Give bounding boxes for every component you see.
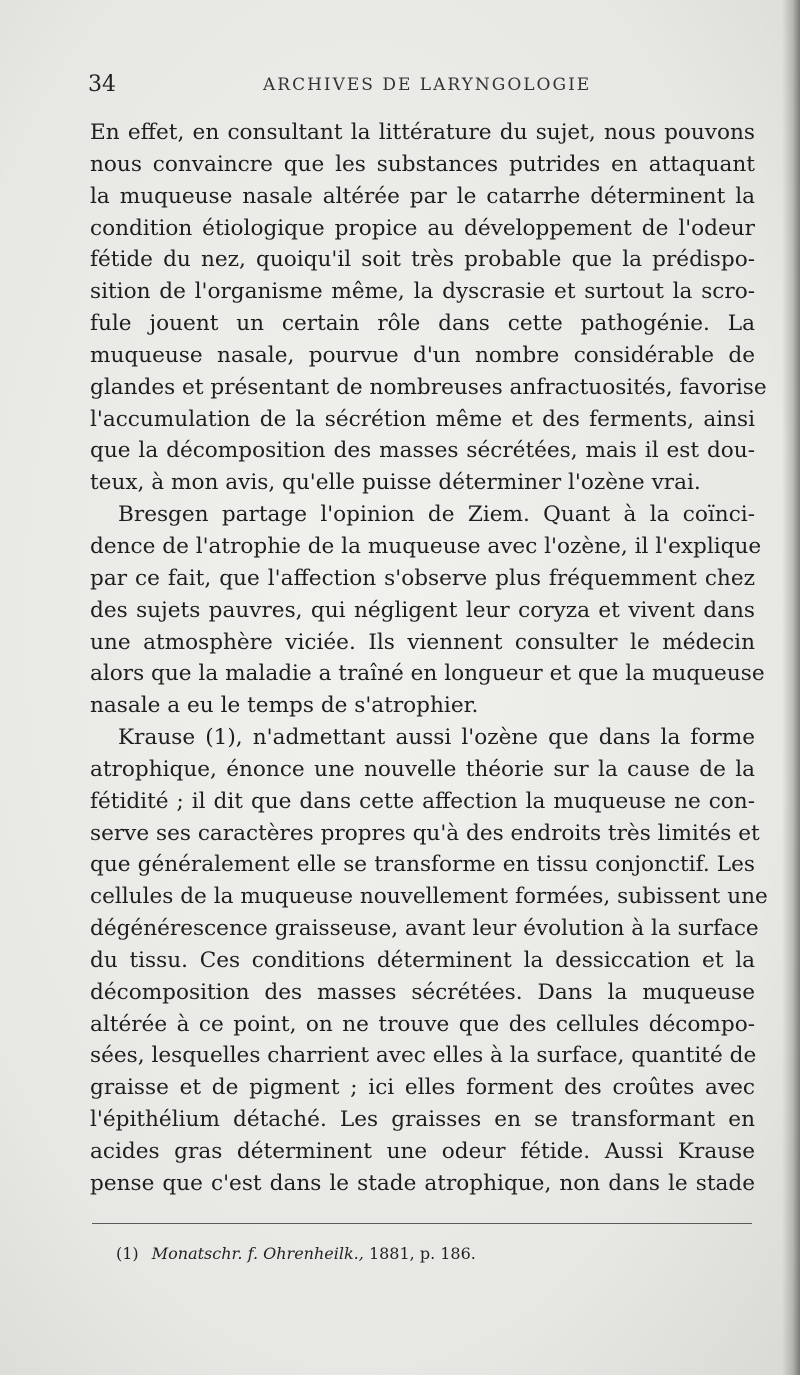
text-line: En effet, en consultant la littérature du sujet, nous pouvons	[90, 120, 755, 145]
footnote-rule	[92, 1223, 752, 1224]
text-line: des sujets pauvres, qui négligent leur coryza et vivent dans	[90, 597, 755, 623]
text-line: atrophique, énonce une nouvelle théorie sur la cause de la	[90, 756, 755, 782]
text-line: dégénérescence graisseuse, avant leur évolution à la surface	[90, 916, 759, 942]
text-line: décomposition des masses sécrétées. Dans la muqueuse	[90, 979, 755, 1005]
page-edge-shadow	[782, 0, 800, 1375]
text-line: nous convaincre que les substances putrides en attaquant	[90, 151, 755, 177]
text-line: muqueuse nasale, pourvue d'un nombre considérable de	[90, 342, 755, 368]
text-line: alors que la maladie a traîné en longueur et que la muqueuse	[90, 661, 765, 687]
text-line: Bresgen partage l'opinion de Ziem. Quant à la coïnci-	[118, 502, 755, 528]
text-line: que généralement elle se transforme en tissu conjonctif. Les	[90, 852, 755, 878]
footnote-source: Monatschr. f. Ohrenheilk.,	[151, 1244, 364, 1263]
page-header	[88, 72, 758, 102]
page-number: 34	[88, 72, 116, 97]
text-line: l'épithélium détaché. Les graisses en se transformant en	[90, 1107, 755, 1133]
text-line: l'accumulation de la sécrétion même et des ferments, ainsi	[90, 406, 755, 432]
text-line: fétidité ; il dit que dans cette affection la muqueuse ne con-	[90, 788, 755, 814]
footnote	[116, 1244, 476, 1263]
text-line: une atmosphère viciée. Ils viennent consulter le médecin	[90, 629, 755, 655]
text-line: que la décomposition des masses sécrétées, mais il est dou-	[90, 438, 755, 464]
body-text	[90, 117, 768, 1200]
footnote-details: 1881, p. 186.	[368, 1244, 476, 1263]
text-line: nasale a eu le temps de s'atrophier.	[90, 693, 479, 719]
text-line: teux, à mon avis, qu'elle puisse déterminer l'ozène vrai.	[90, 470, 701, 496]
text-line: sition de l'organisme même, la dyscrasie et surtout la scro-	[90, 279, 755, 305]
text-line: sées, lesquelles charrient avec elles à la surface, quantité de	[90, 1043, 757, 1069]
text-line: graisse et de pigment ; ici elles forment des croûtes avec	[90, 1075, 755, 1101]
text-line: du tissu. Ces conditions déterminent la dessiccation et la	[90, 947, 755, 973]
running-head: ARCHIVES DE LARYNGOLOGIE	[263, 75, 592, 95]
text-line: cellules de la muqueuse nouvellement formées, subissent une	[90, 884, 768, 910]
text-line: glandes et présentant de nombreuses anfractuosités, favorise	[90, 374, 767, 400]
text-line: fétide du nez, quoiqu'il soit très probable que la prédispo-	[90, 247, 755, 273]
text-line: altérée à ce point, on ne trouve que des cellules décompo-	[90, 1011, 755, 1037]
text-line: dence de l'atrophie de la muqueuse avec l'ozène, il l'explique	[90, 533, 762, 559]
text-line: acides gras déterminent une odeur fétide. Aussi Krause	[90, 1139, 755, 1164]
text-line: par ce fait, que l'affection s'observe plus fréquemment chez	[90, 565, 755, 591]
text-line: serve ses caractères propres qu'à des endroits très limités et	[90, 820, 760, 846]
text-line: Krause (1), n'admettant aussi l'ozène que dans la forme	[118, 725, 755, 751]
text-line: condition étiologique propice au développement de l'odeur	[90, 215, 755, 241]
text-line: la muqueuse nasale altérée par le catarrhe déterminent la	[90, 183, 755, 209]
text-line: pense que c'est dans le stade atrophique, non dans le stade	[90, 1170, 755, 1196]
footnote-mark: (1)	[116, 1244, 139, 1263]
text-line: fule jouent un certain rôle dans cette pathogénie. La	[90, 311, 755, 337]
